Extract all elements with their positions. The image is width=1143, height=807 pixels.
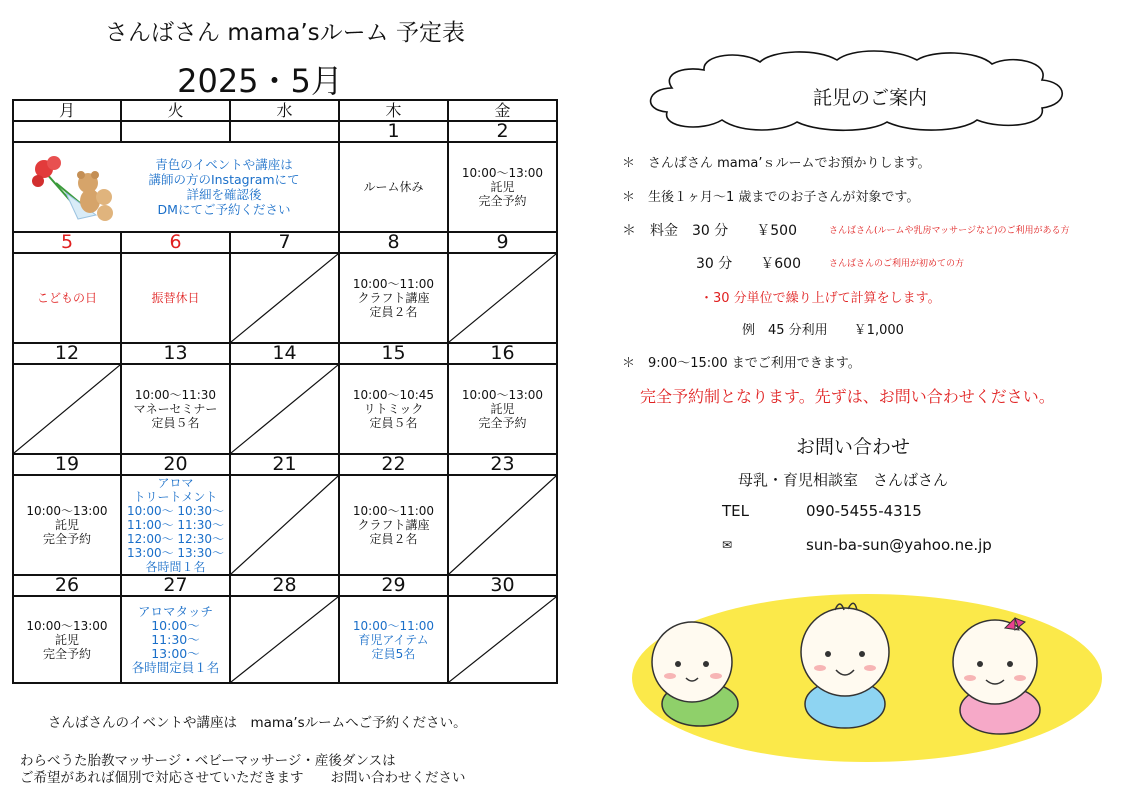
date-cell: 26	[13, 575, 121, 596]
date-cell	[13, 121, 121, 142]
event-row	[13, 475, 557, 575]
childcare-title: 託児のご案内	[812, 87, 927, 109]
day-cell	[448, 364, 557, 454]
day-cell	[121, 475, 230, 575]
date-cell: 8	[339, 232, 448, 253]
event-row	[13, 253, 557, 343]
event-row	[13, 364, 557, 454]
date-cell	[121, 121, 230, 142]
date-cell: 22	[339, 454, 448, 475]
day-text: 10:00～11:00 クラフト講座 定員２名	[352, 277, 435, 319]
day-text: 振替休日	[151, 291, 200, 305]
footer-line-3: ご希望があれば個別で対応させていただきます お問い合わせください	[20, 770, 466, 786]
calendar-table	[12, 99, 558, 684]
date-cell: 13	[121, 343, 230, 364]
day-cell-empty	[448, 596, 557, 683]
day-cell-empty	[230, 364, 339, 454]
day-cell	[121, 596, 230, 683]
diagonal-line	[231, 476, 338, 574]
day-cell	[13, 596, 121, 683]
date-row	[13, 575, 557, 596]
day-cell	[121, 364, 230, 454]
day-cell-empty	[230, 596, 339, 683]
fee-note-2: さんばさんのご利用が初めての方	[829, 259, 965, 269]
fee-line-1: ＊ 料金 30 分 ￥500	[622, 223, 797, 239]
day-text: 10:00～13:00 託児 完全予約	[26, 618, 108, 661]
day-cell-empty	[448, 253, 557, 343]
date-row	[13, 121, 557, 142]
fee-note-1: さんばさん(ルームや乳房マッサージなど)のご利用がある方	[829, 226, 1070, 236]
weekday-wed: 水	[230, 100, 339, 121]
fee-line-2: 30 分 ￥600	[696, 256, 801, 272]
day-cell	[448, 142, 557, 232]
diagonal-line	[231, 365, 338, 453]
day-cell-empty	[448, 475, 557, 575]
day-text: 10:00～13:00 託児 完全予約	[26, 504, 108, 546]
hours-line: ＊ 9:00～15:00 までご利用できます。	[622, 356, 861, 371]
day-cell	[13, 475, 121, 575]
date-cell: 1	[339, 121, 448, 142]
event-row	[13, 596, 557, 683]
event-row	[13, 142, 557, 232]
babies-illustration	[630, 592, 1105, 764]
date-cell: 12	[13, 343, 121, 364]
date-cell: 21	[230, 454, 339, 475]
date-cell: 19	[13, 454, 121, 475]
diagonal-line	[449, 597, 556, 682]
notice-text	[124, 157, 324, 217]
date-cell: 20	[121, 454, 230, 475]
info-bullet-2: ＊ 生後１ヶ月～1 歳までのお子さんが対象です。	[622, 190, 920, 205]
day-cell-empty	[230, 253, 339, 343]
date-cell	[230, 121, 339, 142]
date-row	[13, 343, 557, 364]
date-cell: 27	[121, 575, 230, 596]
day-cell	[339, 475, 448, 575]
day-cell-empty	[230, 475, 339, 575]
day-text: ルーム休み	[363, 180, 424, 194]
diagonal-line	[231, 597, 338, 682]
weekday-fri: 金	[448, 100, 557, 121]
date-row	[13, 454, 557, 475]
date-cell: 30	[448, 575, 557, 596]
day-text: 10:00～13:00 託児 完全予約	[461, 388, 544, 430]
day-text: 10:00～13:00 託児 完全予約	[461, 166, 544, 208]
date-cell: 29	[339, 575, 448, 596]
contact-office: 母乳・育児相談室 さんばさん	[738, 471, 949, 489]
day-cell	[121, 253, 230, 343]
notice-lines: 青色のイベントや講座は 講師の方のInstagramにて 詳細を確認後 DMにてご予約ください	[148, 157, 300, 217]
contact-heading: お問い合わせ	[796, 436, 911, 458]
tel-number: 090-5455-4315	[806, 502, 922, 520]
diagonal-line	[449, 254, 556, 342]
footer-line-1: さんばさんのイベントや講座は mama’sルームへご予約ください。	[48, 715, 467, 731]
date-cell: 7	[230, 232, 339, 253]
weekday-mon: 月	[13, 100, 121, 121]
day-text: 10:00～11:30 マネーセミナー 定員５名	[133, 388, 218, 430]
rounding-note: ・30 分単位で繰り上げて計算をします。	[700, 291, 941, 306]
tel-label: TEL	[722, 502, 749, 520]
mail-icon: ✉	[722, 538, 733, 552]
day-text: アロマタッチ 10:00～ 11:30～ 13:00～ 各時間定員１名	[131, 603, 220, 675]
date-cell: 23	[448, 454, 557, 475]
day-cell	[339, 364, 448, 454]
page-title: さんばさん mama’sルーム 予定表	[105, 20, 465, 46]
month-heading: 2025・5月	[177, 62, 343, 100]
date-row	[13, 232, 557, 253]
reservation-note: 完全予約制となります。先ずは、お問い合わせください。	[640, 387, 1055, 406]
diagonal-line	[14, 365, 120, 453]
day-cell	[339, 142, 448, 232]
date-cell: 2	[448, 121, 557, 142]
day-cell	[339, 596, 448, 683]
example-line: 例 45 分利用 ￥1,000	[742, 323, 904, 338]
day-text: 10:00～10:45 リトミック 定員５名	[352, 388, 435, 430]
date-cell: 14	[230, 343, 339, 364]
day-text: 10:00～11:00 育児アイテム 定員5名	[352, 618, 435, 661]
day-text: こどもの日	[36, 291, 97, 305]
weekday-tue: 火	[121, 100, 230, 121]
date-cell: 9	[448, 232, 557, 253]
date-cell: 28	[230, 575, 339, 596]
contact-email: sun-ba-sun@yahoo.ne.jp	[806, 536, 992, 554]
info-bullet-1: ＊ さんばさん mama’ｓルームでお預かりします。	[622, 156, 931, 171]
carnation-bear-icon	[26, 153, 118, 223]
day-cell	[339, 253, 448, 343]
weekday-thu: 木	[339, 100, 448, 121]
diagonal-line	[231, 254, 338, 342]
diagonal-line	[449, 476, 556, 574]
date-cell: 16	[448, 343, 557, 364]
date-cell: 5	[13, 232, 121, 253]
notice-cell	[13, 142, 339, 232]
day-text: アロマ トリートメント 10:00～ 10:30～ 11:00～ 11:30～ 12:00～ 12:30～ 13:00～ 13:30～ 各時間１名	[127, 476, 224, 574]
date-cell: 6	[121, 232, 230, 253]
day-text: 10:00～11:00 クラフト講座 定員２名	[352, 504, 435, 546]
footer-line-2: わらべうた胎教マッサージ・ベビーマッサージ・産後ダンスは	[20, 753, 396, 769]
weekday-header-row	[13, 100, 557, 121]
date-cell: 15	[339, 343, 448, 364]
day-cell-empty	[13, 364, 121, 454]
day-cell	[13, 253, 121, 343]
